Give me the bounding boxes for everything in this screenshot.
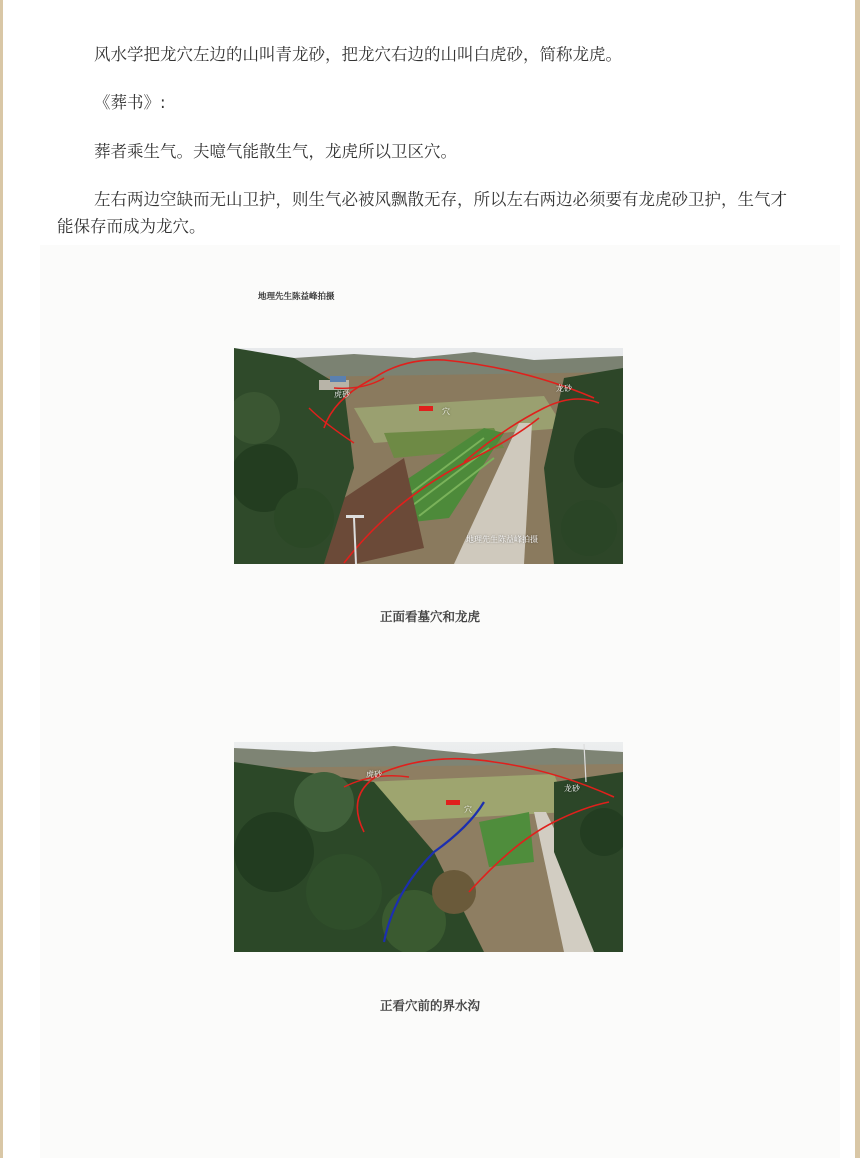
label-cave: 穴	[442, 407, 450, 416]
photo-illustration	[234, 348, 623, 564]
photo-watermark-top: 地理先生陈益峰拍摄	[258, 292, 335, 302]
label-tiger-sand: 虎砂	[334, 390, 350, 399]
label-dragon-sand: 龙砂	[564, 784, 580, 793]
label-dragon-sand: 龙砂	[556, 384, 572, 393]
right-edge-border	[855, 0, 860, 1158]
paragraph-explanation: 左右两边空缺而无山卫护，则生气必被风飘散无存，所以左右两边必须要有龙虎砂卫护，生气才能保存而成为龙穴。	[57, 190, 787, 236]
paragraph-dragon-tiger-definition: 风水学把龙穴左边的山叫青龙砂，把龙穴右边的山叫白虎砂，简称龙虎。	[94, 45, 622, 64]
label-cave: 穴	[464, 805, 472, 814]
photo-front-view-tomb[interactable]	[234, 348, 623, 564]
photo-illustration	[234, 742, 623, 952]
label-tiger-sand: 虎砂	[366, 770, 382, 779]
paragraph-zangshu-quote: 葬者乘生气。夫噫气能散生气，龙虎所以卫区穴。	[94, 142, 457, 161]
photo-front-view-drainage[interactable]	[234, 742, 623, 952]
photo-watermark-bottom: 地理先生陈益峰拍摄	[466, 535, 538, 544]
figure-caption-1: 正面看墓穴和龙虎	[379, 609, 480, 624]
figure-caption-2: 正看穴前的界水沟	[379, 998, 480, 1013]
paragraph-zangshu-title: 《葬书》:	[94, 93, 166, 112]
